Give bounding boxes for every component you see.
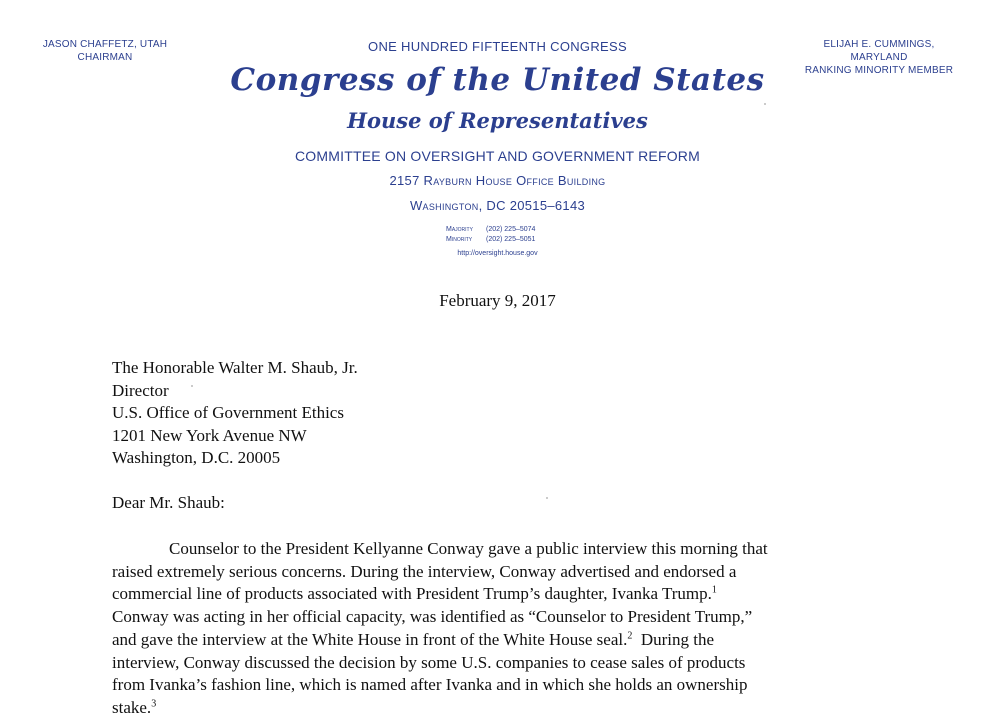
body-line — [112, 629, 872, 652]
chairman-title: CHAIRMAN — [77, 52, 133, 63]
phone-label: Majority — [446, 226, 473, 233]
body-line — [112, 652, 872, 675]
body-line-text: from Ivanka’s fashion line, which is named after Ivanka and in which she holds an ownership — [112, 675, 748, 695]
phone-numbers — [446, 225, 535, 245]
letter-date: February 9, 2017 — [439, 291, 556, 310]
body-line — [112, 674, 872, 697]
address-line: U.S. Office of Government Ethics — [112, 403, 344, 422]
ranking-member-title: RANKING MINORITY MEMBER — [804, 65, 954, 76]
footnote-marker[interactable]: 2 — [627, 630, 633, 642]
body-line — [112, 697, 872, 720]
body-line-text: and gave the interview at the White House in front of the White House seal. — [112, 629, 628, 649]
salutation: Dear Mr. Shaub: — [112, 493, 225, 512]
recipient-address — [112, 357, 358, 470]
ranking-member-name: ELIJAH E. CUMMINGS, MARYLAND — [823, 39, 935, 63]
body-paragraph — [112, 538, 872, 720]
phone-label: Minority — [446, 236, 473, 243]
address-line: 1201 New York Avenue NW — [112, 425, 307, 445]
phone-line — [446, 235, 535, 245]
body-line-text: Conway was acting in her official capacity, was identified as “Counselor to President Trump,” — [112, 607, 753, 627]
body-line-text: During the — [632, 629, 715, 649]
scan-speck — [764, 103, 766, 105]
address-line: Director — [112, 380, 169, 400]
body-line — [112, 561, 872, 584]
building-address: 2157 Rayburn House Office Building — [389, 173, 606, 188]
body-line-text: raised extremely serious concerns. During the interview, Conway advertised and endorsed a — [112, 561, 737, 581]
scan-speck — [546, 497, 548, 499]
website-link[interactable]: http://oversight.house.gov — [457, 250, 538, 257]
footnote-marker[interactable]: 1 — [711, 584, 717, 596]
chairman-name: JASON CHAFFETZ, UTAH — [42, 39, 168, 50]
body-line — [112, 583, 872, 606]
body-line — [112, 538, 872, 561]
address-line: The Honorable Walter M. Shaub, Jr. — [112, 358, 358, 377]
body-line-text: stake. — [112, 697, 152, 717]
city-address: Washington, DC 20515–6143 — [409, 198, 586, 213]
phone-number: (202) 225–5051 — [486, 236, 536, 243]
phone-line — [446, 225, 535, 235]
committee-name: COMMITTEE ON OVERSIGHT AND GOVERNMENT REFORM — [295, 148, 700, 164]
congress-number: ONE HUNDRED FIFTEENTH CONGRESS — [368, 39, 627, 54]
body-line-text: Counselor to the President Kellyanne Conway gave a public interview this morning that — [169, 539, 768, 558]
body-line — [112, 606, 872, 629]
phone-number: (202) 225–5074 — [486, 226, 536, 233]
scan-speck — [191, 385, 193, 387]
congress-title: Congress of the United States — [230, 62, 765, 98]
house-title: House of Representatives — [347, 108, 648, 133]
body-line-text: commercial line of products associated with President Trump’s daughter, Ivanka Trump. — [112, 584, 712, 604]
address-line: Washington, D.C. 20005 — [112, 448, 281, 467]
body-line-text: interview, Conway discussed the decision by some U.S. companies to cease sales of products — [112, 652, 746, 672]
footnote-marker[interactable]: 3 — [151, 698, 157, 710]
